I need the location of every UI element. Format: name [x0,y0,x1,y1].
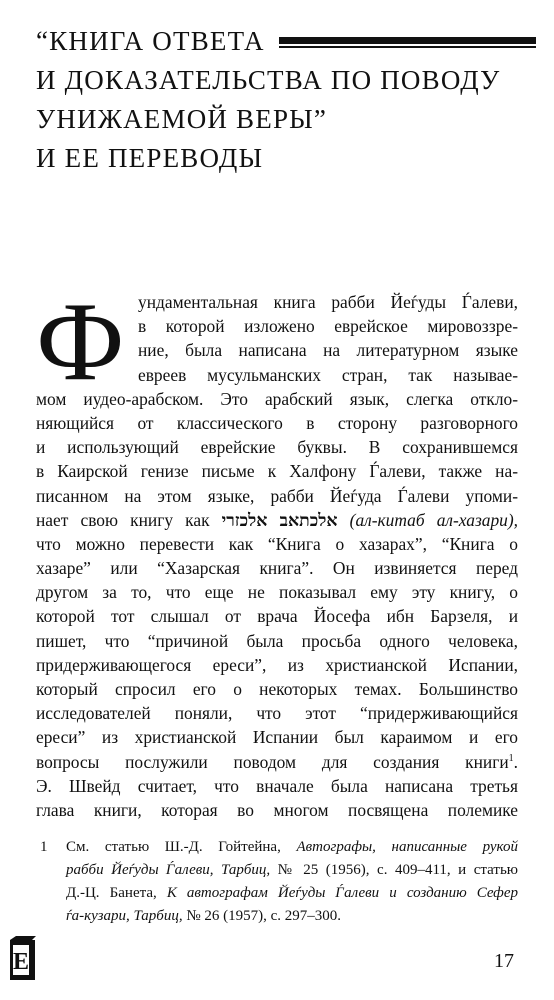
hebrew-title: אלכתאב אלכזרי [221,509,338,530]
body-line: в которой изложено еврейское мировоззре- [138,316,518,337]
svg-text:E: E [12,949,30,975]
body-text [36,280,518,822]
body-line: мом иудео-арабском. Это арабский язык, слегка откло- [36,388,518,409]
heading-line-1 [36,22,536,61]
footnote-text: См. статью Ш.-Д. Гойтейна, [66,839,297,855]
body-line-hebrew [36,508,518,532]
chapter-heading [36,22,536,178]
footnote [36,836,518,928]
body-text-run: вопросы послужили поводом для создания книги [36,751,509,772]
page-number: 17 [494,950,514,972]
body-line: пишет, что “причиной была просьба одного человека, [36,630,518,651]
body-line: няющийся от классического в сторону разговорного [36,412,518,433]
heading-line-1-text: “КНИГА ОТВЕТА [36,26,265,56]
body-line: придерживающегося ереси”, из христианской Испании, [36,654,518,675]
body-line-footnote-ref [36,750,518,774]
footnote-italic: ѓа-кузари, Тарбиц, [66,908,183,924]
body-line: в Каирской генизе письме к Халфону Ѓалеви, также на- [36,461,518,482]
footnote-number: 1 [40,839,48,855]
body-line: что можно перевести как “Книга о хазарах”, “Книга о [36,533,518,554]
heading-line-4: И ЕЕ ПЕРЕВОДЫ [36,143,264,173]
footnote-italic: рабби Йеѓуды Ѓалеви, Тарбиц, [66,862,271,878]
drop-cap: Ф [36,280,125,404]
body-line: которой тот слышал от врача Йосефа ибн Барзеля, и [36,606,518,627]
body-line: ундаментальная книга рабби Йеѓуды Ѓалеви, [138,292,518,312]
footnote-italic: К автографам Йеѓуды Ѓалеви и созданию Сефер [166,885,518,901]
footnote-text: № 26 (1957), с. 297–300. [182,908,342,924]
footnote-italic: Автографы, написанные рукой [296,839,518,855]
body-line: который спросил его о некоторых темах. Большинство [36,679,518,699]
book-e-logo-icon [8,936,36,984]
body-line: исследователей поняли, что этот “придерживающийся [36,703,518,724]
footnote-line [36,905,518,928]
footnote-line [36,859,518,882]
footnote-line [36,836,518,859]
body-line: писанном на этом языке, рабби Йеѓуда Ѓалеви упоми- [36,485,518,506]
heading-line-2: И ДОКАЗАТЕЛЬСТВА ПО ПОВОДУ [36,65,501,95]
body-line: Э. Швейд считает, что вначале была написана третья [36,775,518,796]
footnote-text: Д.-Ц. Банета, [66,885,167,901]
body-line: евреев мусульманских стран, так называе- [138,364,518,385]
body-line: другом за то, что еще не показывал ему эту книгу, о [36,582,518,603]
body-line: и использующий еврейские буквы. В сохранившемся [36,437,518,458]
footnote-text: № 25 (1956), с. 409–411, и статью [270,862,518,878]
body-line: глава книги, которая во многом посвящена полемике [36,799,518,820]
footnote-reference[interactable]: 1 [508,752,514,764]
heading-line-3: УНИЖАЕМОЙ ВЕРЫ” [36,104,328,134]
body-text-run: нает свою книгу как [36,509,222,530]
body-line: ние, была написана на литературном языке [138,340,518,361]
transliteration: (ал-китаб ал-хазари), [337,509,518,530]
body-text-run: . [513,751,518,772]
footnote-line [36,882,518,905]
heading-rule [279,37,536,48]
body-line: хазаре” или “Хазарская книга”. Он извиняется перед [36,558,518,579]
body-line: ереси” из христианской Испании был караимом и его [36,727,518,748]
